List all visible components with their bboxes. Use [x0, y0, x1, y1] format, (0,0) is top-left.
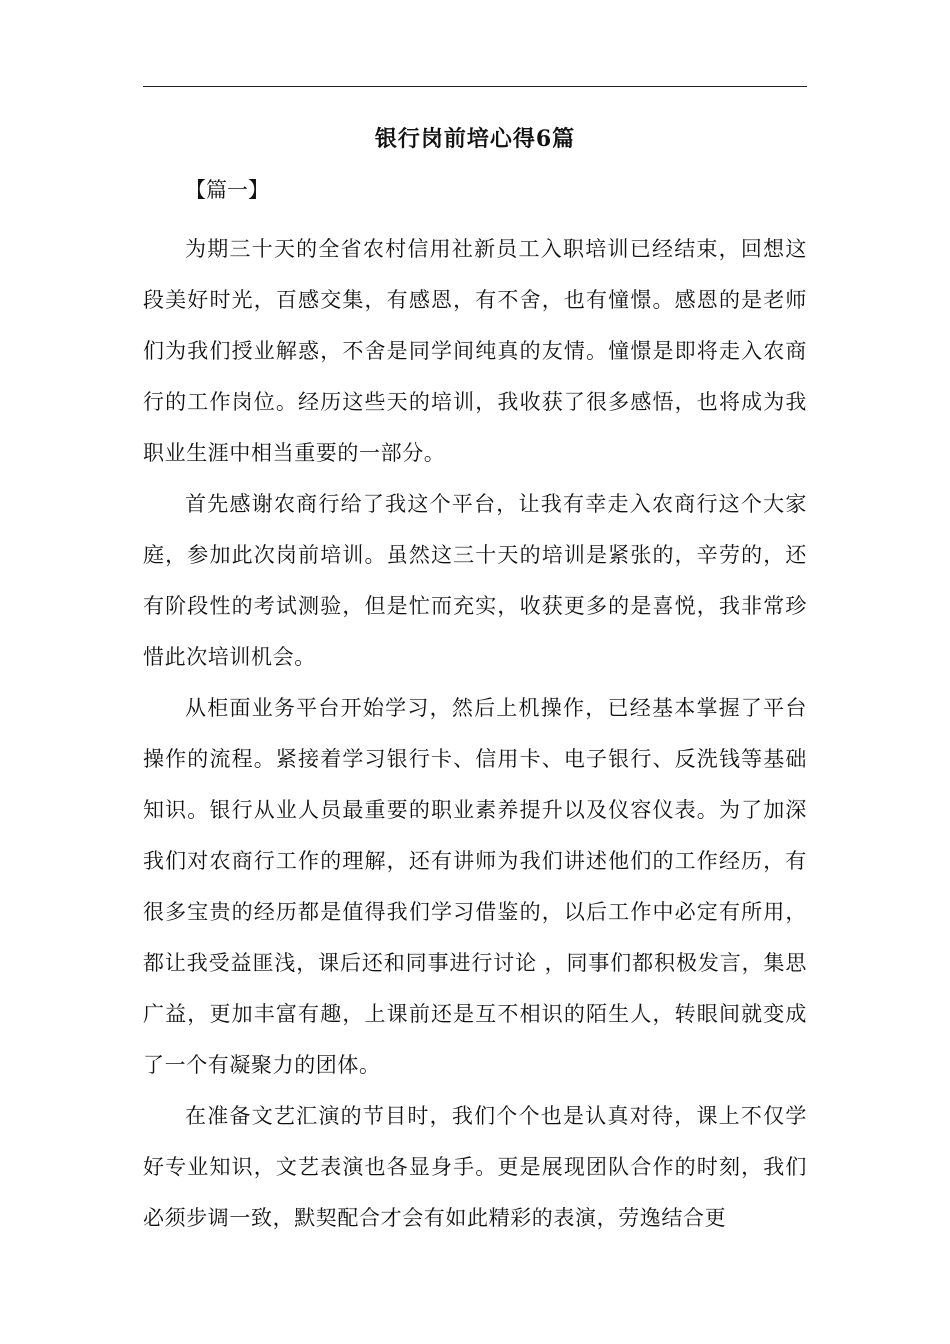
document-body [143, 224, 807, 1244]
section-label: 【篇一】 [185, 178, 269, 202]
header-rule [143, 86, 807, 87]
paragraph: 从柜面业务平台开始学习，然后上机操作，已经基本掌握了平台操作的流程。紧接着学习银行卡、信用卡、电子银行、反洗钱等基础知识。银行从业人员最重要的职业素养提升以及仪容仪表。为了加深我们对农商行工作的理解，还有讲师为我们讲述他们的工作经历，有很多宝贵的经历都是值得我们学习借鉴的，以后工作中必定有所用，都让我受益匪浅，课后还和同事进行讨论 ，同事们都积极发言，集思广益，更加丰富有趣，上课前还是互不相识的陌生人，转眼间就变成了一个有凝聚力的团体。 [143, 696, 807, 1077]
document-title: 银行岗前培心得6篇 [374, 126, 576, 152]
paragraph: 首先感谢农商行给了我这个平台，让我有幸走入农商行这个大家庭，参加此次岗前培训。虽然这三十天的培训是紧张的，辛劳的，还有阶段性的考试测验，但是忙而充实，收获更多的是喜悦，我非常珍惜此次培训机会。 [143, 492, 807, 669]
paragraph: 为期三十天的全省农村信用社新员工入职培训已经结束，回想这段美好时光，百感交集，有感恩，有不舍，也有憧憬。感恩的是老师们为我们授业解惑，不舍是同学间纯真的友情。憧憬是即将走入农商行的工作岗位。经历这些天的培训，我收获了很多感悟，也将成为我职业生涯中相当重要的一部分。 [143, 237, 807, 465]
paragraph: 在准备文艺汇演的节目时，我们个个也是认真对待，课上不仅学好专业知识，文艺表演也各显身手。更是展现团队合作的时刻，我们必须步调一致，默契配合才会有如此精彩的表演，劳逸结合更 [143, 1104, 807, 1230]
